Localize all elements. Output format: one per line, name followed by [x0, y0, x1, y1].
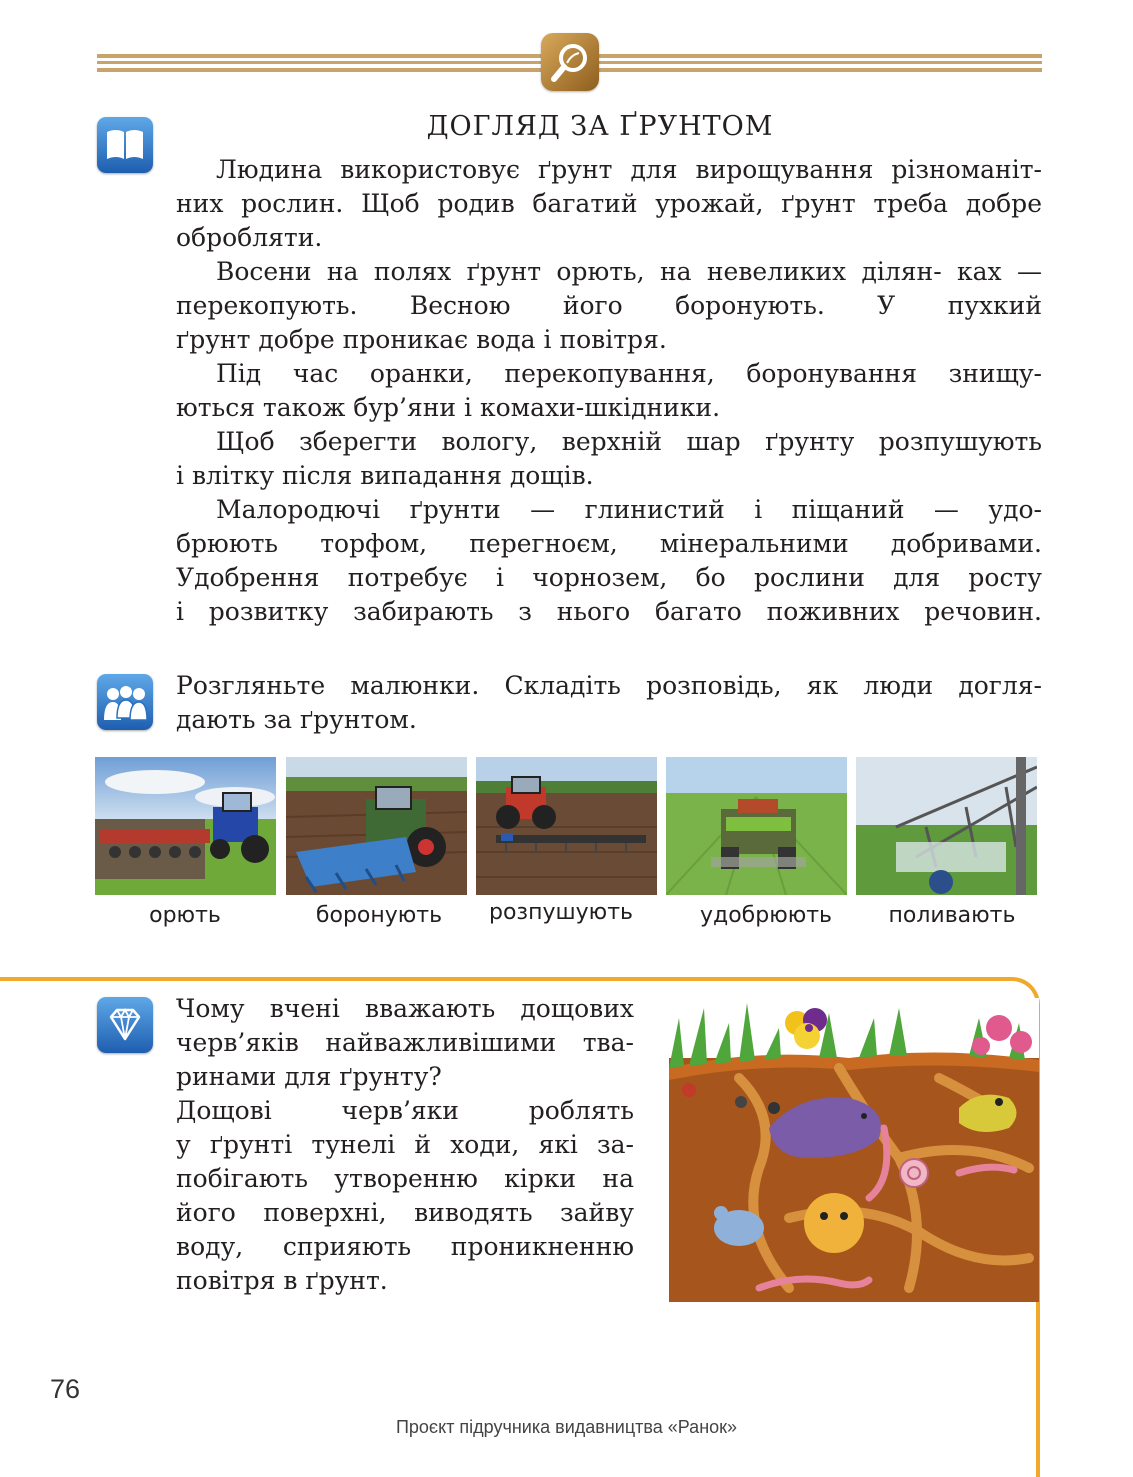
task-line: дають за ґрунтом. [176, 705, 417, 734]
publisher-footer: Проєкт підручника видавництва «Ранок» [395, 1417, 738, 1437]
section-title: ДОГЛЯД ЗА ҐРУНТОМ [426, 111, 774, 142]
photo-watering [856, 757, 1037, 895]
paragraph-line: Щоб зберегти вологу, верхній шар ґрунту розпушують [216, 427, 1042, 456]
photo-fertilizing [666, 757, 847, 895]
book-icon [97, 117, 153, 173]
caption-watering: поливають [888, 903, 1016, 928]
answer-line: побігають утворенню кірки на [176, 1164, 634, 1193]
answer-line: воду, сприяють проникненню [176, 1232, 634, 1261]
paragraph: Людина використовує ґрунт для вирощування різноманіт- них рослин. Щоб родив багатий урожай, ґрунт треба добре [176, 155, 1042, 218]
photo-harrowing [286, 757, 467, 895]
caption-plowing: орють [149, 903, 221, 928]
paragraph-line: Під час оранки, перекопування, боронування знищу- [216, 359, 1042, 388]
underground-illustration [669, 998, 1039, 1302]
group-icon [97, 674, 153, 730]
page-number: 76 [50, 1374, 81, 1404]
paragraph-end: ються також бур’яни і комахи-шкідники. [176, 393, 721, 422]
paragraph-line: і розвитку забирають з нього багато поживних речовин. [176, 597, 1042, 626]
paragraph-end: обробляти. [176, 223, 323, 252]
paragraph: Восени на полях ґрунт орють, на невеликих ділян- ках — перекопують. Весною його боронують. У пухкий [176, 257, 1042, 320]
question-line: ринами для ґрунту? [176, 1062, 442, 1091]
photo-plowing [95, 757, 276, 895]
diamond-icon [97, 997, 153, 1053]
paragraph-line: Удобрення потребує і чорнозем, бо рослини для росту [176, 563, 1042, 592]
answer-line: у ґрунті тунелі й ходи, які за- [176, 1130, 634, 1159]
caption-fertilizing: удобрюють [699, 903, 833, 928]
paragraph-end: і влітку після випадання дощів. [176, 461, 594, 490]
task-line: Розгляньте малюнки. Складіть розповідь, як люди догля- [176, 671, 1042, 700]
photo-loosening [476, 757, 657, 895]
caption-loosening: розпушують [489, 900, 633, 925]
paragraph-line: Малородючі ґрунти — глинистий і піщаний — удо- [216, 495, 1042, 524]
paragraph-line: брюють торфом, перегноєм, мінеральними добривами. [176, 529, 1042, 558]
paragraph-end: ґрунт добре проникає вода і повітря. [176, 325, 667, 354]
question-line: черв’яків найважливішими тва- [176, 1028, 634, 1057]
answer-line: Дощові черв’яки роблять [176, 1096, 634, 1125]
caption-harrowing: боронують [315, 903, 443, 928]
answer-line: повітря в ґрунт. [176, 1266, 388, 1295]
question-line: Чому вчені вважають дощових [176, 994, 634, 1023]
answer-line: його поверхні, виводять зайву [176, 1198, 634, 1227]
magnifier-icon [541, 33, 599, 91]
